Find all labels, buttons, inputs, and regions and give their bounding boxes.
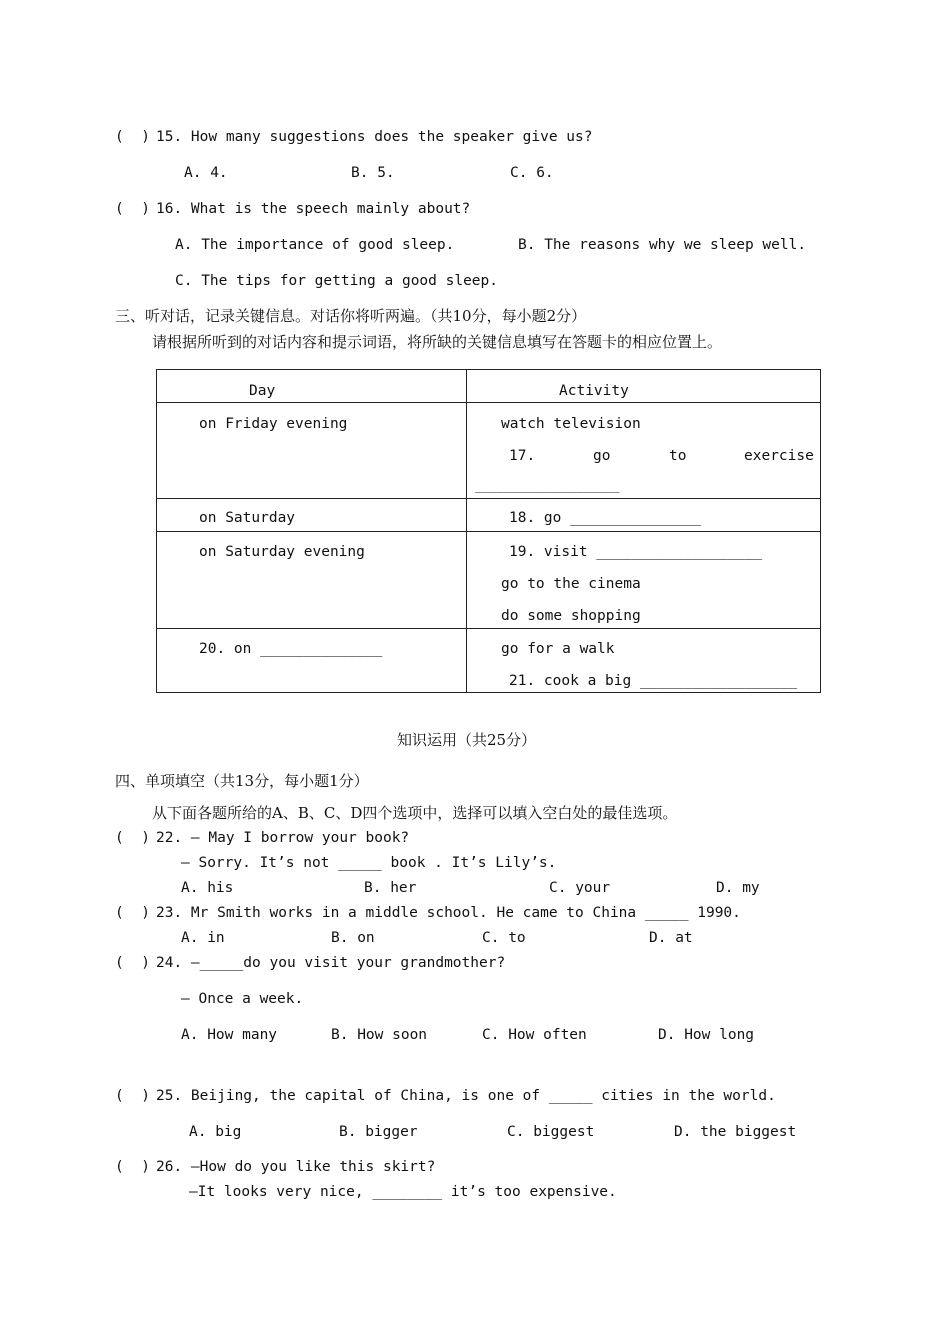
table-row3-day-cell	[157, 532, 467, 629]
q23-option-c: C. to	[482, 930, 526, 946]
q24-option-c: C. How often	[482, 1027, 587, 1043]
q25-option-c: C. biggest	[507, 1124, 595, 1140]
table-row4-activity1: go for a walk	[501, 641, 615, 657]
table-row1-activity1: watch television	[501, 416, 641, 432]
q23-option-b: B. on	[331, 930, 375, 946]
q15-question: 15. How many suggestions does the speaker give us?	[156, 129, 593, 145]
q26-question: 26. —How do you like this skirt?	[156, 1159, 436, 1175]
table-row4-activity-cell	[467, 629, 821, 693]
table-row3-activity1: 19. visit ___________________	[509, 544, 763, 560]
q22-option-c: C. your	[549, 880, 611, 896]
q24-option-b: B. How soon	[331, 1027, 428, 1043]
section3-title: 三、听对话，记录关键信息。对话你将听两遍。（共10分，每小题2分）	[115, 307, 587, 325]
table-row2-activity: 18. go _______________	[509, 510, 702, 526]
table-row3-activity3: do some shopping	[501, 608, 641, 624]
q23-paren: ( )	[115, 905, 150, 921]
q23-question: 23. Mr Smith works in a middle school. He came to China _____ 1990.	[156, 905, 741, 921]
table-row1-q17-word2: to	[669, 448, 687, 464]
table-row1-q17-word1: go	[593, 448, 611, 464]
table-header-activity: Activity	[559, 383, 629, 399]
table-header-day: Day	[249, 383, 276, 399]
table-row3-day: on Saturday evening	[199, 544, 365, 560]
q24-option-a: A. How many	[181, 1027, 278, 1043]
q22-line2: — Sorry. It’s not _____ book . It’s Lily’s.	[181, 855, 557, 871]
q24-option-d: D. How long	[658, 1027, 755, 1043]
table-row3-activity-cell	[467, 532, 821, 629]
q25-option-b: B. bigger	[339, 1124, 418, 1140]
q15-option-b: B. 5.	[351, 165, 395, 181]
q25-option-a: A. big	[189, 1124, 242, 1140]
table-row1-q17-num: 17.	[509, 448, 536, 464]
table-header-activity-cell	[467, 370, 821, 403]
table-row2-day: on Saturday	[199, 510, 296, 526]
table-row1-activity-cell	[467, 403, 821, 499]
section3-instruction: 请根据所听到的对话内容和提示词语，将所缺的关键信息填写在答题卡的相应位置上。	[152, 333, 723, 351]
q16-option-b: B. The reasons why we sleep well.	[518, 237, 807, 253]
table-row4-day-cell	[157, 629, 467, 693]
q16-option-c: C. The tips for getting a good sleep.	[175, 273, 499, 289]
q16-paren: ( )	[115, 201, 150, 217]
table-row3-activity2: go to the cinema	[501, 576, 641, 592]
q22-option-b: B. her	[364, 880, 417, 896]
table-row1-q17-word3: exercise	[744, 448, 814, 464]
q26-line2: —It looks very nice, ________ it’s too expensive.	[189, 1184, 617, 1200]
q15-paren: ( )	[115, 129, 150, 145]
q16-question: 16. What is the speech mainly about?	[156, 201, 471, 217]
q25-option-d: D. the biggest	[674, 1124, 797, 1140]
q22-option-d: D. my	[716, 880, 760, 896]
q22-paren: ( )	[115, 830, 150, 846]
q25-paren: ( )	[115, 1088, 150, 1104]
q15-option-a: A. 4.	[184, 165, 228, 181]
q22-option-a: A. his	[181, 880, 234, 896]
table-row1-day-cell	[157, 403, 467, 499]
info-table	[156, 369, 821, 693]
part-title: 知识运用（共25分）	[397, 731, 537, 749]
table-row1-q17-blank: ____________________	[475, 479, 620, 493]
table-row2-activity-cell	[467, 499, 821, 532]
table-row4-day: 20. on ______________	[199, 641, 383, 657]
section4-title: 四、单项填空（共13分，每小题1分）	[115, 772, 369, 790]
section4-instruction: 从下面各题所给的A、B、C、D四个选项中，选择可以填入空白处的最佳选项。	[152, 804, 678, 822]
q25-question: 25. Beijing, the capital of China, is one of _____ cities in the world.	[156, 1088, 776, 1104]
q22-question: 22. — May I borrow your book?	[156, 830, 410, 846]
q24-paren: ( )	[115, 955, 150, 971]
q26-paren: ( )	[115, 1159, 150, 1175]
table-row1-day: on Friday evening	[199, 416, 348, 432]
q24-question: 24. —_____do you visit your grandmother?	[156, 955, 506, 971]
q23-option-d: D. at	[649, 930, 693, 946]
q16-option-a: A. The importance of good sleep.	[175, 237, 455, 253]
q15-option-c: C. 6.	[510, 165, 554, 181]
table-row2-day-cell	[157, 499, 467, 532]
table-row4-activity2: 21. cook a big __________________	[509, 673, 798, 689]
table-header-day-cell	[157, 370, 467, 403]
q24-line2: — Once a week.	[181, 991, 304, 1007]
q23-option-a: A. in	[181, 930, 225, 946]
